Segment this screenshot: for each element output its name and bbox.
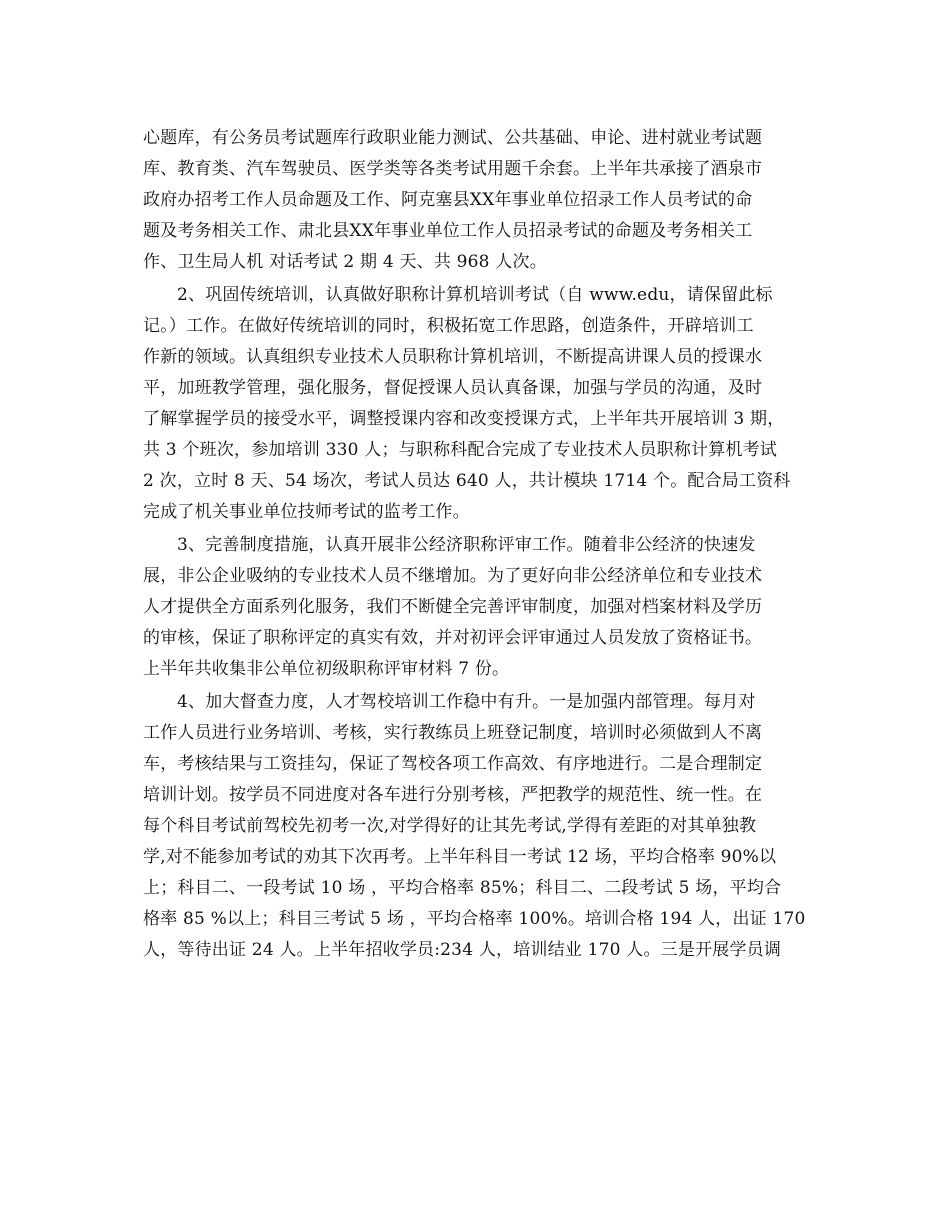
text-line: 作新的领域。认真组织专业技术人员职称计算机培训，不断提高讲课人员的授课水	[143, 347, 763, 367]
text-line: 的审核，保证了职称评定的真实有效，并对初评会评审通过人员发放了资格证书。	[143, 628, 763, 648]
text-line: 心题库，有公务员考试题库行政职业能力测试、公共基础、申论、进村就业考试题	[143, 128, 763, 148]
text-line: 工作人员进行业务培训、考核，实行教练员上班登记制度，培训时必须做到人不离	[143, 723, 763, 743]
text-line: 格率 85 %以上；科目三考试 5 场 ，平均合格率 100%。培训合格 194 人，出证 170	[143, 909, 806, 929]
text-line: 2 次，立时 8 天、54 场次，考试人员达 640 人，共计模块 1714 个。配合局工资科	[143, 471, 791, 491]
text-line: 人才提供全方面系列化服务，我们不断健全完善评审制度，加强对档案材料及学历	[143, 597, 763, 617]
paragraph-3-first-line: 3、完善制度措施，认真开展非公经济职称评审工作。随着非公经济的快速发	[177, 535, 756, 555]
text-line: 上；科目二、一段考试 10 场 ，平均合格率 85%；科目二、二段考试 5 场，平均合	[143, 878, 782, 898]
text-line: 共 3 个班次，参加培训 330 人；与职称科配合完成了专业技术人员职称计算机考试	[143, 440, 778, 460]
text-line: 政府办招考工作人员命题及工作、阿克塞县XX年事业单位招录工作人员考试的命	[143, 190, 753, 210]
text-line: 库、教育类、汽车驾驶员、医学类等各类考试用题千余套。上半年共承接了酒泉市	[143, 159, 763, 179]
text-line: 题及考务相关工作、肃北县XX年事业单位工作人员招录考试的命题及考务相关工	[143, 221, 753, 241]
text-line: 了解掌握学员的接受水平，调整授课内容和改变授课方式，上半年共开展培训 3 期，	[143, 409, 785, 429]
text-line: 每个科目考试前驾校先初考一次,对学得好的让其先考试,学得有差距的对其单独教	[143, 816, 757, 836]
text-line: 完成了机关事业单位技师考试的监考工作。	[143, 502, 470, 522]
text-line: 车，考核结果与工资挂勾，保证了驾校各项工作高效、有序地进行。二是合理制定	[143, 754, 763, 774]
text-line: 平，加班教学管理，强化服务，督促授课人员认真备课，加强与学员的沟通，及时	[143, 378, 763, 398]
text-line: 展，非公企业吸纳的专业技术人员不继增加。为了更好向非公经济单位和专业技术	[143, 566, 763, 586]
paragraph-2-first-line: 2、巩固传统培训，认真做好职称计算机培训考试（自 www.edu，请保留此标	[177, 285, 773, 305]
text-line: 人，等待出证 24 人。上半年招收学员:234 人，培训结业 170 人。三是开展学员调	[143, 940, 782, 960]
text-line: 上半年共收集非公单位初级职称评审材料 7 份。	[143, 659, 510, 679]
text-line: 记。）工作。在做好传统培训的同时，积极拓宽工作思路，创造条件，开辟培训工	[143, 316, 754, 336]
paragraph-4-first-line: 4、加大督查力度，人才驾校培训工作稳中有升。一是加强内部管理。每月对	[177, 692, 756, 712]
text-line: 作、卫生局人机 对话考试 2 期 4 天、共 968 人次。	[143, 252, 547, 272]
text-line: 培训计划。按学员不同进度对各车进行分别考核，严把教学的规范性、统一性。在	[143, 785, 763, 805]
text-line: 学,对不能参加考试的劝其下次再考。上半年科目一考试 12 场，平均合格率 90%以	[143, 847, 777, 867]
